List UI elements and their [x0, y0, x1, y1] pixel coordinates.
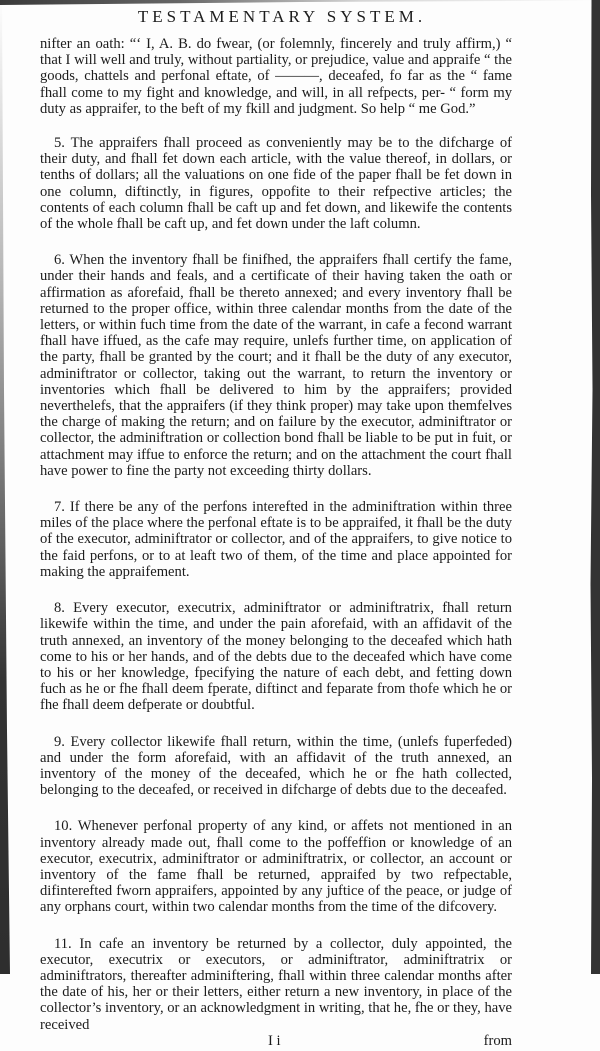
- paragraph-number: 8.: [54, 600, 65, 617]
- paragraph-6: [40, 252, 512, 479]
- paragraph-number: 10.: [54, 818, 73, 835]
- paragraph-7: [40, 499, 512, 580]
- scan-edge-left: [0, 0, 10, 974]
- paragraph-number: 5.: [54, 135, 65, 152]
- page-footer: [40, 1033, 512, 1051]
- paragraph-11: [40, 936, 512, 1033]
- paragraph-text: In cafe an inventory be returned by a collector, duly appointed, the executor, executrix or executors, or adminiftrator, adminiftratrix or adminiftrators, thereafter adminiftering, fhall within three calendar months after the date of his, her or their letters, either return a new inventory, in place of the collector’s inventory, or an acknowledgment in writing, that he, fhe or they, have received: [40, 935, 512, 1033]
- paragraph-10: [40, 818, 512, 915]
- paragraph-text: Every executor, executrix, adminiftrator or adminiftratrix, fhall return likewife within the time, and under the pain aforefaid, with an affidavit of the truth annexed, an inventory of the money belonging to the deceafed which hath come to his or her hands, and of the debts due to the deceafed which have come to his or her knowledge, fpecifying the nature of each debt, and fetting down fuch as he or fhe fhall deem fperate, diftinct and feparate from thofe which he or fhe fhall deem defperate or doubtful.: [40, 600, 512, 714]
- paragraph-text: The appraifers fhall proceed as conveniently may be to the difcharge of their duty, and fhall fet down each article, with the value thereof, in dollars, or tenths of dollars; all the valuations on one fide of the paper fhall be fet down in one column, diftinctly, in figures, oppofite to their refpective articles; the contents of each column fhall be caft up and fet down, and likewife the contents of the whole fhall be caft up, and fet down under the laft column.: [40, 135, 512, 233]
- document-page: [40, 6, 512, 1051]
- paragraph-5: [40, 135, 512, 232]
- catchword: from: [483, 1032, 512, 1049]
- signature-mark: I i: [268, 1032, 281, 1049]
- paragraph-number: 6.: [54, 252, 65, 269]
- paragraph-text: nifter an oath: “‘ I, A. B. do fwear, (or folemnly, fincerely and truly affirm,) “ that I will well and truly, without partiality, or prejudice, value and appraife “ the goods, chattels and perfonal eftate, of ———, deceafed, fo far as the “ fame fhall come to my fight and knowledge, and will, in all refpects, per- “ form my duty as appraifer, to the beft of my fkill and judgment. So help “ me God.”: [40, 36, 512, 117]
- paragraph-number: 9.: [54, 733, 65, 750]
- running-head: TESTAMENTARY SYSTEM.: [137, 7, 427, 26]
- paragraph-number: 11.: [54, 935, 72, 952]
- paragraph-number: 7.: [54, 499, 65, 516]
- paragraph-8: [40, 600, 512, 713]
- paragraph-oath-continuation: [40, 36, 512, 117]
- scan-edge-right: [590, 0, 600, 974]
- scan-edge-top: [0, 0, 600, 5]
- paragraph-text: If there be any of the perfons interefted in the adminiftration within three miles of the place where the perfonal eftate is to be appraifed, it fhall be the duty of the executor, adminiftrator or collector, and of the appraifers, to give notice to the faid perfons, or to at leaft two of them, of the time and place appointed for making the appraifement.: [40, 499, 512, 580]
- paragraph-text: Every collector likewife fhall return, within the time, (unlefs fuperfeded) and under the form aforefaid, with an affidavit of the truth annexed, an inventory of the money of the deceafed, which he or fhe hath collected, belonging to the deceafed, or received in difcharge of debts due to the deceafed.: [40, 733, 512, 799]
- paragraph-text: Whenever perfonal property of any kind, or affets not mentioned in an inventory already made out, fhall come to the poffeffion or knowledge of an executor, executrix, adminiftrator or adminiftratrix, or collector, an account or inventory of the fame fhall be returned, appraifed by two refpectable, difinterefted fworn appraifers, appointed by any juftice of the peace, or judge of any orphans court, within two calendar months from the time of the difcovery.: [40, 818, 512, 916]
- paragraph-9: [40, 734, 512, 799]
- paragraph-text: When the inventory fhall be finifhed, the appraifers fhall certify the fame, under their hands and feals, and a certificate of their having taken the oath or affirmation as aforefaid, fhall be thereto annexed; and every inventory fhall be returned to the proper office, within three calendar months from the date of the letters, or within fuch time from the date of the warrant, in cafe a fecond warrant fhall have iffued, as the cafe may require, unlefs further time, on application of the party, fhall be granted by the court; and it fhall be the duty of any executor, adminiftrator or collector, taking out the warrant, to return the inventory or inventories which fhall be delivered to him by the appraifers; provided neverthelefs, that the appraifers (if they think proper) may take upon themfelves the charge of making the return; and on failure by the executor, adminiftrator or collector, the adminiftration or collection bond fhall be liable to be put in fuit, or attachment may iffue to enforce the return; and on the attachment the court fhall have power to fine the party not exceeding thirty dollars.: [40, 252, 512, 479]
